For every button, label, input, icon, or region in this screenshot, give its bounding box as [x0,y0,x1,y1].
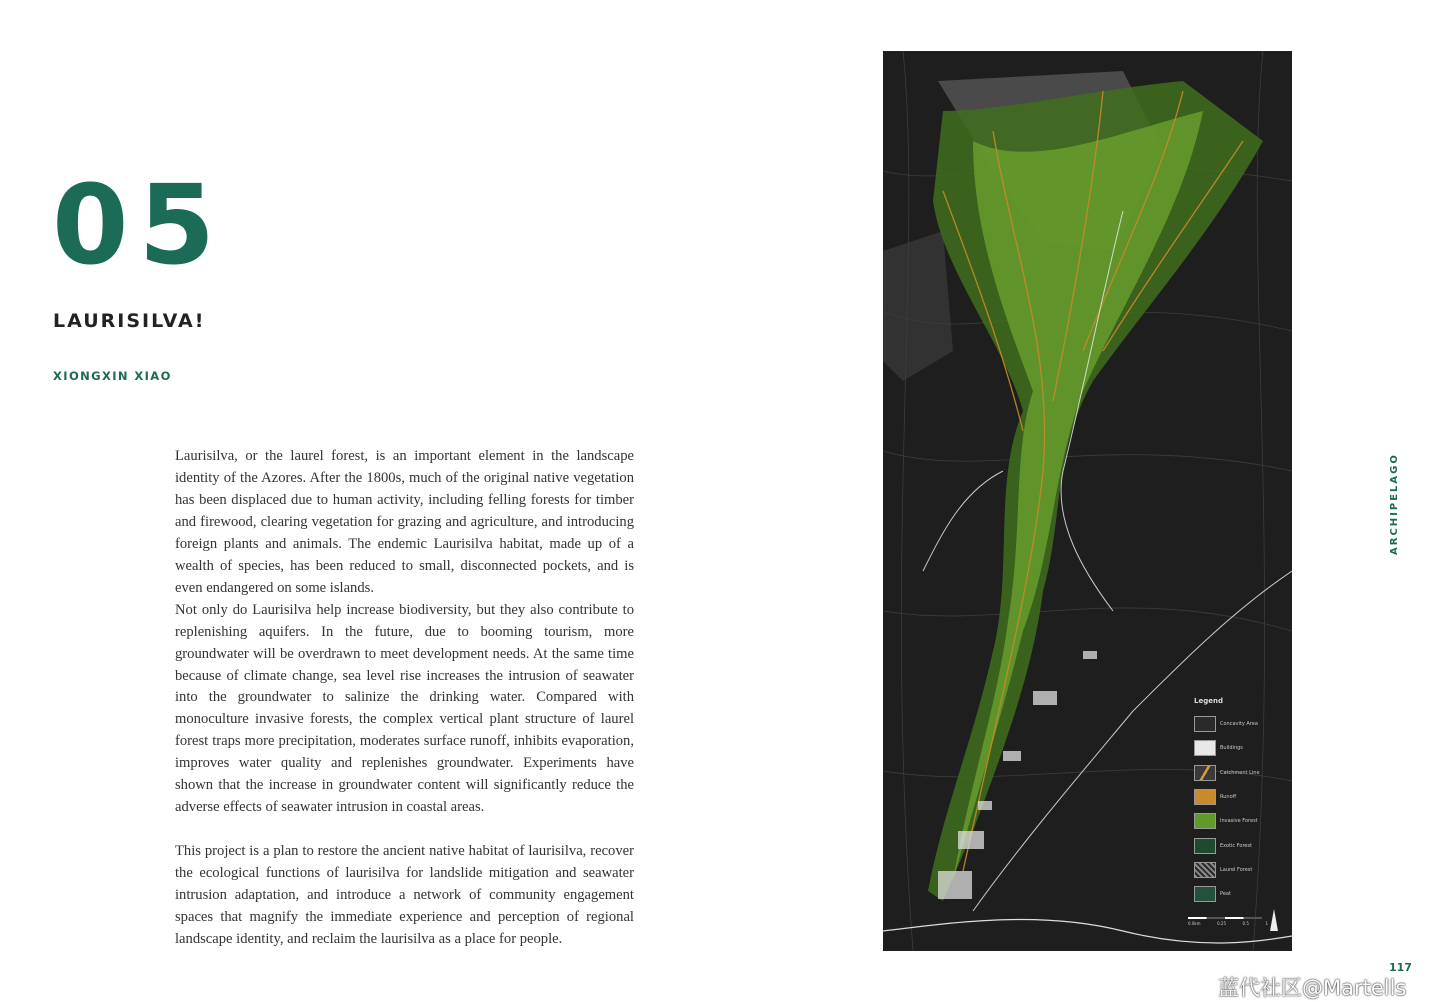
section-side-label: ARCHIPELAGO [1389,453,1400,555]
legend-swatch [1194,789,1216,805]
legend-item [1194,712,1289,736]
laurel-forest-area [883,231,953,381]
legend-swatch [1194,740,1216,756]
legend-title: Legend [1194,697,1223,705]
scale-label: 1 [1265,921,1268,926]
legend-swatch [1194,838,1216,854]
chapter-title: LAURISILVA! [53,310,206,332]
legend-item [1194,833,1289,857]
legend-swatch [1194,716,1216,732]
north-arrow-icon [1270,909,1278,931]
legend-swatch [1194,765,1216,781]
scale-label: 0.5 [1242,921,1249,926]
legend-label: Laurel Forest [1220,866,1253,873]
legend-swatch [1194,886,1216,902]
legend-label: Concavity Area [1220,721,1258,728]
legend-label: Runoff [1220,794,1237,801]
legend-swatch [1194,862,1216,878]
body-text [175,446,634,951]
scale-bar-graphic [1188,917,1262,919]
legend-label: Invasive Forest [1220,818,1258,825]
chapter-number: 05 [52,161,226,289]
legend-swatch [1194,813,1216,829]
scale-bar [1188,917,1268,926]
body-paragraph: This project is a plan to restore the ancient native habitat of laurisilva, recover the ecological functions of laurisilva for landslide mitigation and seawater intrusion adaptation, and introduce a network of community engagement spaces that magnify the immediate experience and perception of regional landscape identity, and reclaim the laurisilva as a place for people. [175,843,634,948]
legend-label: Buildings [1220,745,1243,752]
legend-label: Peat [1220,891,1231,898]
scale-labels [1188,921,1268,926]
body-paragraph: Laurisilva, or the laurel forest, is an important element in the landscape identity of the Azores. After the 1800s, much of the original native vegetation has been displaced due to human activity, including felling forests for timber and firewood, clearing vegetation for grazing and agriculture, and introducing foreign plants and animals. The endemic Laurisilva habitat, made up of a wealth of species, has been reduced to small, disconnected pockets, and is even endangered on some islands. [175,448,634,596]
legend-label: Catchment Line [1220,769,1260,776]
legend-label: Exotic Forest [1220,842,1253,849]
legend-item [1194,882,1289,906]
legend-item [1194,858,1289,882]
watermark: 蓝代社区@Martells [1218,976,1407,1000]
laurisilva-map [883,51,1292,951]
legend-item [1194,809,1289,833]
author-name: XIONGXIN XIAO [53,369,172,383]
page-number: 117 [1389,961,1412,974]
scale-label: 0.0km [1188,921,1201,926]
scale-label: 0.25 [1217,921,1227,926]
body-paragraph: Not only do Laurisilva help increase biodiversity, but they also contribute to replenishing aquifers. In the future, due to booming tourism, more groundwater will be overdrawn to meet development needs. At the same time because of climate change, sea level rise increases the intrusion of seawater into the groundwater to salinize the drinking water. Compared with monoculture invasive forests, the complex vertical plant structure of laurel forest traps more precipitation, moderates surface runoff, inhibits evaporation, improves water quality and replenishes groundwater. Experiments have shown that the increase in groundwater content will significantly reduce the adverse effects of seawater intrusion in coastal areas. [175,601,634,816]
legend-item [1194,761,1289,785]
legend-item [1194,785,1289,809]
map-legend [1194,697,1289,906]
legend-item [1194,736,1289,760]
